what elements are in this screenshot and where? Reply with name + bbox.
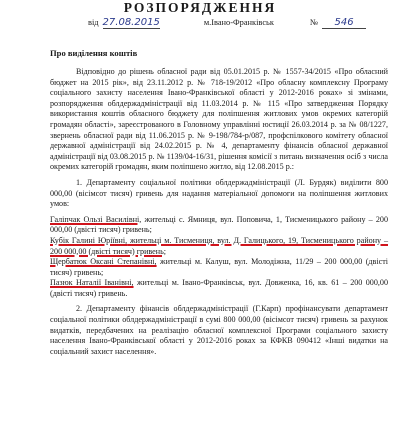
recipient-entry-4 (50, 278, 388, 299)
paragraph-item-1: 1. Департаменту соціальної політики облдержадміністрації (Л. Бурдяк) виділити 800 000,00 (вісімсот тисяч) гривень для надання матеріальної допомоги на поліпшення житлових умов: (50, 177, 388, 209)
number-prefix: № (310, 18, 319, 27)
document-body (50, 67, 388, 357)
date-prefix: від (88, 18, 99, 27)
document-title: РОЗПОРЯДЖЕННЯ (123, 0, 277, 15)
document-number: 546 (322, 17, 366, 29)
document-city: м.Івано-Франківськ (203, 18, 274, 27)
document-header-line (88, 17, 388, 29)
document-subject: Про виділення коштів (50, 48, 138, 58)
recipient-entry-3 (50, 257, 388, 278)
recipient-entry-1 (50, 215, 388, 236)
document-date: 27.08.2015 (102, 17, 160, 28)
recipient-name-2: Кубік Галині Юріївні, (50, 235, 128, 245)
recipient-details-1: жительці с. Ямниця, вул. Поповича, 1, Тисменицького району – 200 000,00 (двісті тисяч) гривень; (50, 214, 388, 235)
recipient-details-2: жительці м. Тисмениця, вул. Д. Галицького, 19, Тисменицького району – 200 000,00 (двісті тисяч) гривень; (50, 235, 388, 256)
recipient-name-3: Щербатюк Оксані Степанівні, (50, 257, 157, 267)
recipient-name-4: Пазюк Наталії Іванівні, (50, 278, 134, 288)
recipient-details-4: жительці м. Івано-Франківськ, вул. Довженка, 16, кв. 61 – 200 000,00 (двісті тисяч) гривень. (50, 278, 389, 298)
paragraph-preamble: Відповідно до рішень обласної ради від 05.01.2015 р. № 1557-34/2015 «Про обласний бюджет на 2015 рік», від 23.11.2012 р. № 718-19/2012 «Про обласну комплексну Програму соціального захисту населення Івано-Франківської області у 2012-2016 роках» зі змінами, розпорядження облдержадміністрації від 11.03.2014 р. № 115 «Про затвердження Порядку використання коштів обласного бюджету для поліпшення житлових умов окремих категорій громадян області», зареєстрованого в Головному управлінні юстиції 26.03.2014 р. за № 08/1227, звернень обласної ради від 11.06.2015 р. № 9-198/784-р/087, профспілкового комітету обласної державної адміністрації від 24.02.2015 р. № 4, департаменту фінансів обласної державної адміністрації від 03.08.2015 р. № 1139/04-16/31, рішення комісії з питань визначення осіб з числа окремих категорій громадян, яким поліпшено житло, від 12.08.2015 р.: (50, 67, 388, 172)
recipient-entry-2 (50, 236, 388, 257)
recipient-details-3: жительці м. Калуш, вул. Молодіжна, 11/29 – 200 000,00 (двісті тисяч) гривень; (50, 257, 388, 277)
recipient-name-1: Галіпчак Ользі Василівні, (50, 214, 142, 224)
paragraph-item-2: 2. Департаменту фінансів облдержадміністрації (Г.Карп) профінансувати департамент соціальної політики облдержадміністрації в сумі 800 000,00 (вісімсот тисяч) гривень за рахунок видатків, передбачених на реалізацію обласної комплексної Програми соціального захисту населення Івано-Франківської області у 2012-2016 роках за КФКВ 090412 «Інші видатки на соціальний захист населення». (50, 304, 388, 356)
